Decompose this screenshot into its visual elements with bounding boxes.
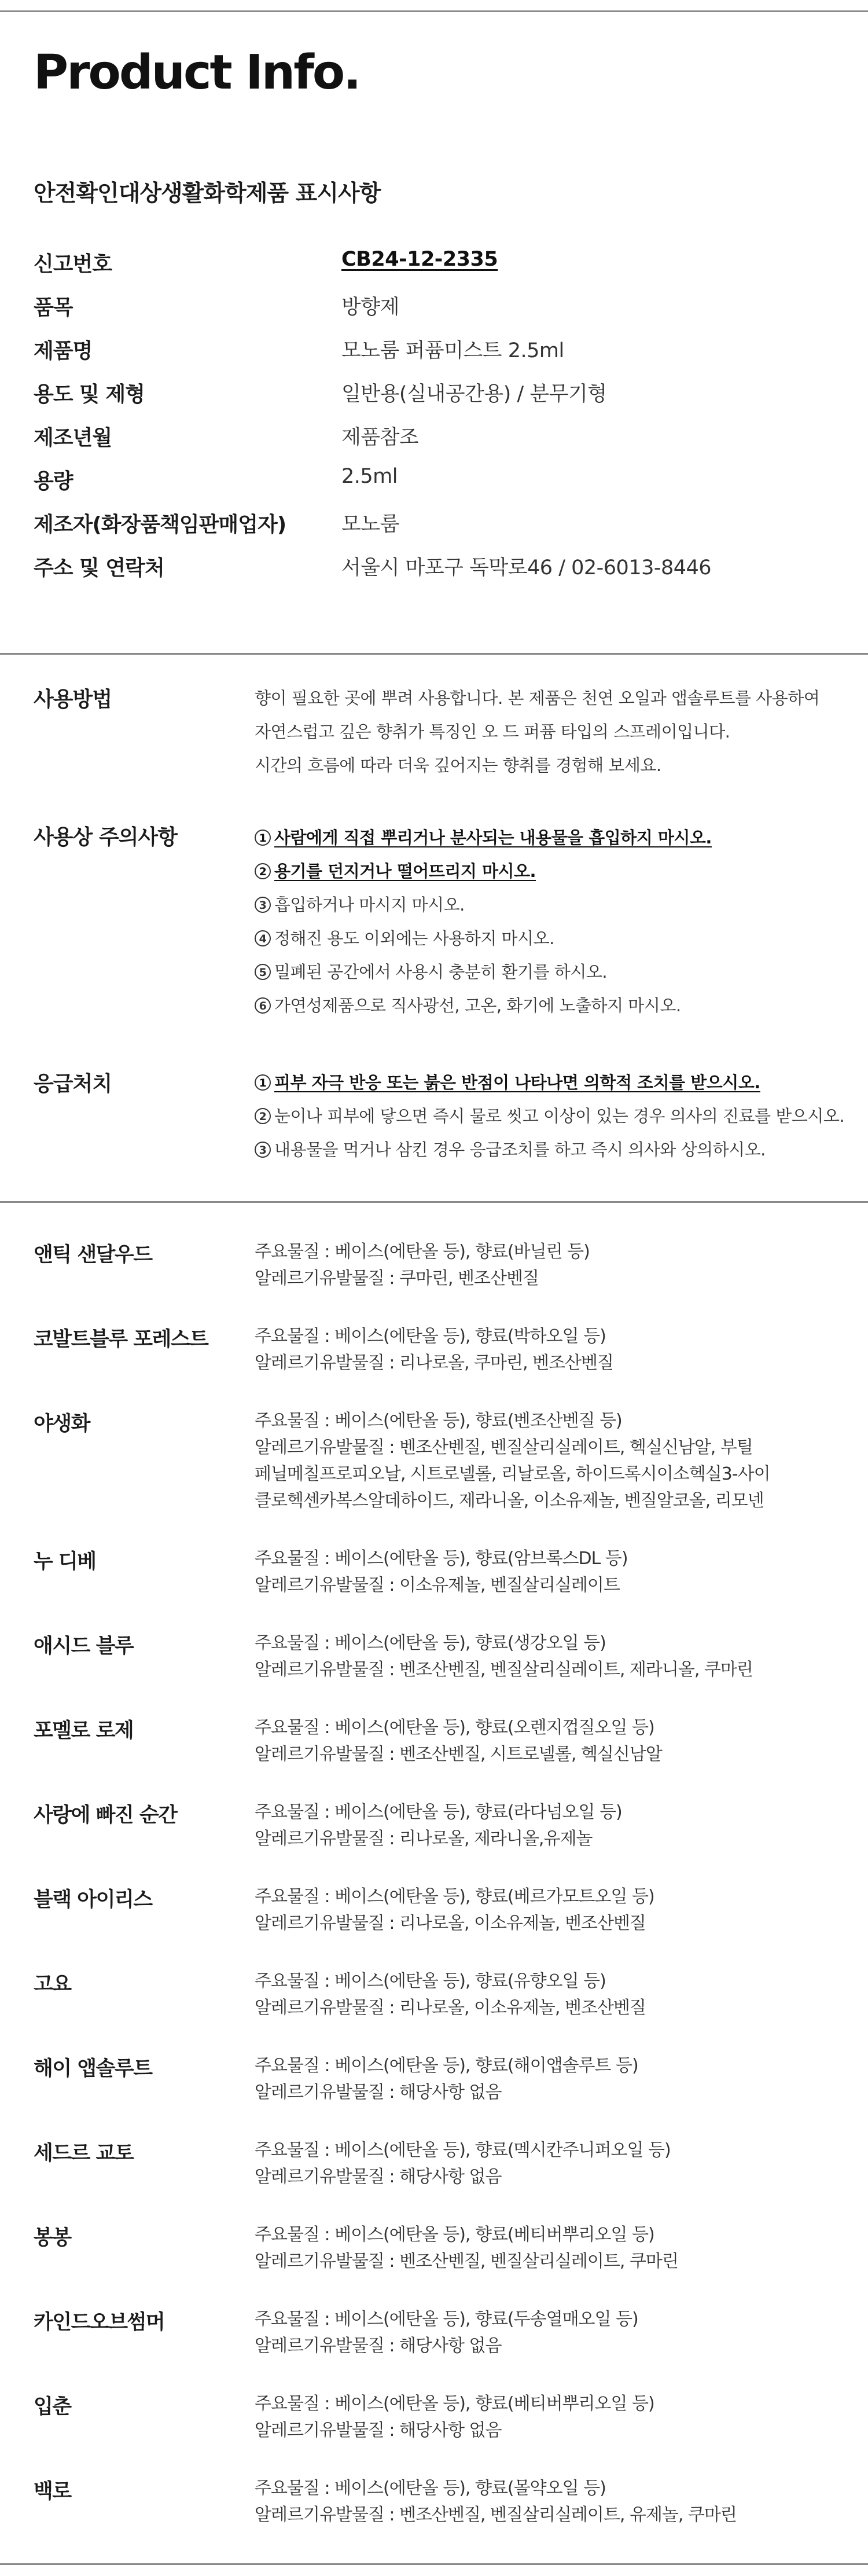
info-label-manufacturer: 제조자(화장품책임판매업자) [34,513,286,537]
product-ingredients [255,2222,845,2275]
product-ingredients [255,1408,845,1514]
usage-label: 사용방법 [34,688,112,711]
first-aid-list [255,1066,845,1166]
cautions-list [255,821,845,1022]
product-ingredients [255,1968,845,2021]
first-aid-label: 응급처치 [34,1072,112,1096]
ingredient-line: 알레르기유발물질 : 벤조산벤질, 벤질살리실레이트, 유제놀, 쿠마린 [255,2505,737,2525]
info-label-manufacture-date: 제조년월 [34,426,112,450]
number-badge: 5 [255,964,271,980]
product-name: 블랙 아이리스 [34,1888,152,1911]
bottom-divider [0,2563,868,2565]
info-label-usage-type: 용도 및 제형 [34,383,145,406]
number-badge: 4 [255,930,271,946]
product-ingredients [255,1546,845,1599]
ingredient-line: 주요물질 : 베이스(에탄올 등), 향료(라다넘오일 등) [255,1802,622,1822]
ingredient-line: 주요물질 : 베이스(에탄올 등), 향료(유향오일 등) [255,1971,606,1991]
ingredient-line: 주요물질 : 베이스(에탄올 등), 향료(바닐린 등) [255,1242,590,1262]
product-ingredients [255,1239,845,1292]
number-badge: 2 [255,863,271,879]
info-value-report-number: CB24-12-2335 [341,248,498,271]
product-ingredients [255,1630,845,1683]
caution-item: 5 밀폐된 공간에서 사용시 충분히 환기를 하시오. [255,955,845,989]
ingredient-line: 알레르기유발물질 : 리나로올, 제라니올,유제놀 [255,1829,593,1849]
divider-after-first-aid [0,1201,868,1203]
ingredient-line: 알레르기유발물질 : 리나로올, 이소유제놀, 벤조산벤질 [255,1998,646,2018]
ingredient-line: 알레르기유발물질 : 벤조산벤질, 벤질살리실레이트, 헥실신남알, 부틸 [255,1437,753,1458]
number-badge: 1 [255,830,271,846]
ingredient-line: 알레르기유발물질 : 해당사항 없음 [255,2336,502,2356]
info-label-report-number: 신고번호 [34,252,112,276]
divider-after-info [0,653,868,655]
info-label-product-name: 제품명 [34,339,93,363]
ingredient-line: 알레르기유발물질 : 벤조산벤질, 벤질살리실레이트, 쿠마린 [255,2251,678,2272]
product-ingredients [255,1799,845,1852]
first-aid-item: 3 내용물을 먹거나 삼킨 경우 응급조치를 하고 즉시 의사와 상의하시오. [255,1133,845,1166]
info-label-category: 품목 [34,296,73,320]
cautions-label: 사용상 주의사항 [34,825,177,849]
section-subheading: 안전확인대상생활화학제품 표시사항 [34,181,381,207]
ingredient-line: 주요물질 : 베이스(에탄올 등), 향료(암브록스DL 등) [255,1548,628,1569]
info-label-address: 주소 및 연락처 [34,556,164,580]
caution-item: 2 용기를 던지거나 떨어뜨리지 마시오. [255,854,845,888]
product-name: 애시드 블루 [34,1635,134,1658]
ingredient-line: 주요물질 : 베이스(에탄올 등), 향료(벤조산벤질 등) [255,1411,622,1431]
ingredient-line: 알레르기유발물질 : 리나로올, 이소유제놀, 벤조산벤질 [255,1913,646,1933]
usage-line: 자연스럽고 깊은 향취가 특징인 오 드 퍼퓸 타입의 스프레이입니다. [255,722,730,742]
caution-item: 4 정해진 용도 이외에는 사용하지 마시오. [255,922,845,955]
ingredient-line: 페닐메칠프로피오날, 시트로넬롤, 리날로올, 하이드록시이소헥실3-사이 [255,1464,770,1484]
info-value-product-name: 모노룸 퍼퓸미스트 2.5ml [341,339,564,362]
product-ingredients [255,2391,845,2444]
ingredient-line: 주요물질 : 베이스(에탄올 등), 향료(멕시칸주니퍼오일 등) [255,2140,671,2160]
info-value-usage-type: 일반용(실내공간용) / 분무기형 [341,383,607,406]
number-badge: 3 [255,1142,271,1158]
ingredient-line: 주요물질 : 베이스(에탄올 등), 향료(베르가모트오일 등) [255,1887,654,1907]
product-ingredients [255,2137,845,2190]
usage-line: 시간의 흐름에 따라 더욱 깊어지는 향취를 경험해 보세요. [255,755,661,775]
info-value-manufacture-date: 제품참조 [341,426,419,449]
page-title: Product Info. [34,45,360,100]
info-label-capacity: 용량 [34,469,73,493]
product-name: 사랑에 빠진 순간 [34,1804,177,1827]
first-aid-item: 2 눈이나 피부에 닿으면 즉시 물로 씻고 이상이 있는 경우 의사의 진료를 받으시오. [255,1099,845,1133]
product-ingredients [255,1884,845,1937]
product-name: 봉봉 [34,2226,71,2250]
product-name: 입춘 [34,2395,71,2419]
info-value-capacity: 2.5ml [341,465,398,488]
caution-item: 6 가연성제품으로 직사광선, 고온, 화기에 노출하지 마시오. [255,989,845,1022]
ingredient-line: 알레르기유발물질 : 벤조산벤질, 시트로넬롤, 헥실신남알 [255,1744,662,1764]
ingredient-line: 알레르기유발물질 : 이소유제놀, 벤질살리실레이트 [255,1575,620,1595]
product-name: 야생화 [34,1412,90,1436]
product-name: 포멜로 로제 [34,1719,134,1742]
ingredient-line: 알레르기유발물질 : 벤조산벤질, 벤질살리실레이트, 제라니올, 쿠마린 [255,1660,753,1680]
product-name: 코발트블루 포레스트 [34,1328,208,1351]
ingredient-line: 주요물질 : 베이스(에탄올 등), 향료(해이앱솔루트 등) [255,2056,638,2076]
product-name: 세드르 교토 [34,2142,134,2165]
ingredient-line: 알레르기유발물질 : 해당사항 없음 [255,2082,502,2102]
product-name: 해이 앱솔루트 [34,2057,152,2080]
ingredient-line: 주요물질 : 베이스(에탄올 등), 향료(오렌지껍질오일 등) [255,1718,654,1738]
caution-item: 3 흡입하거나 마시지 마시오. [255,888,845,922]
ingredient-line: 주요물질 : 베이스(에탄올 등), 향료(베티버뿌리오일 등) [255,2394,654,2414]
number-badge: 2 [255,1108,271,1124]
product-name: 고요 [34,1973,71,1996]
product-ingredients [255,2053,845,2106]
ingredient-line: 주요물질 : 베이스(에탄올 등), 향료(생강오일 등) [255,1633,606,1653]
product-name: 앤틱 샌달우드 [34,1243,152,1267]
ingredient-line: 알레르기유발물질 : 리나로올, 쿠마린, 벤조산벤질 [255,1353,613,1373]
first-aid-item: 1 피부 자극 반응 또는 붉은 반점이 나타나면 의학적 조치를 받으시오. [255,1066,845,1099]
number-badge: 3 [255,897,271,913]
ingredient-line: 알레르기유발물질 : 쿠마린, 벤조산벤질 [255,1268,539,1289]
product-name: 누 디베 [34,1550,96,1573]
ingredient-line: 주요물질 : 베이스(에탄올 등), 향료(몰약오일 등) [255,2478,606,2498]
product-ingredients [255,2306,845,2360]
ingredient-line: 알레르기유발물질 : 해당사항 없음 [255,2167,502,2187]
ingredient-line: 클로헥센카복스알데하이드, 제라니올, 이소유제놀, 벤질알코올, 리모넨 [255,1491,764,1511]
product-name: 카인드오브썸머 [34,2311,165,2334]
ingredient-line: 주요물질 : 베이스(에탄올 등), 향료(베티버뿌리오일 등) [255,2225,654,2245]
usage-text [255,681,845,782]
product-ingredients [255,2475,845,2529]
usage-line: 향이 필요한 곳에 뿌려 사용합니다. 본 제품은 천연 오일과 앱솔루트를 사용하여 [255,688,820,708]
number-badge: 6 [255,997,271,1014]
caution-item: 1 사람에게 직접 뿌리거나 분사되는 내용물을 흡입하지 마시오. [255,821,845,854]
ingredient-line: 주요물질 : 베이스(에탄올 등), 향료(두송열매오일 등) [255,2309,638,2329]
top-divider [0,10,868,12]
info-value-manufacturer: 모노룸 [341,513,399,536]
product-ingredients [255,1323,845,1377]
ingredient-line: 알레르기유발물질 : 해당사항 없음 [255,2420,502,2441]
number-badge: 1 [255,1074,271,1091]
info-value-category: 방향제 [341,296,399,319]
ingredient-line: 주요물질 : 베이스(에탄올 등), 향료(박하오일 등) [255,1326,606,1346]
product-name: 백로 [34,2480,71,2503]
product-ingredients [255,1715,845,1768]
info-value-address: 서울시 마포구 독막로46 / 02-6013-8446 [341,556,712,579]
